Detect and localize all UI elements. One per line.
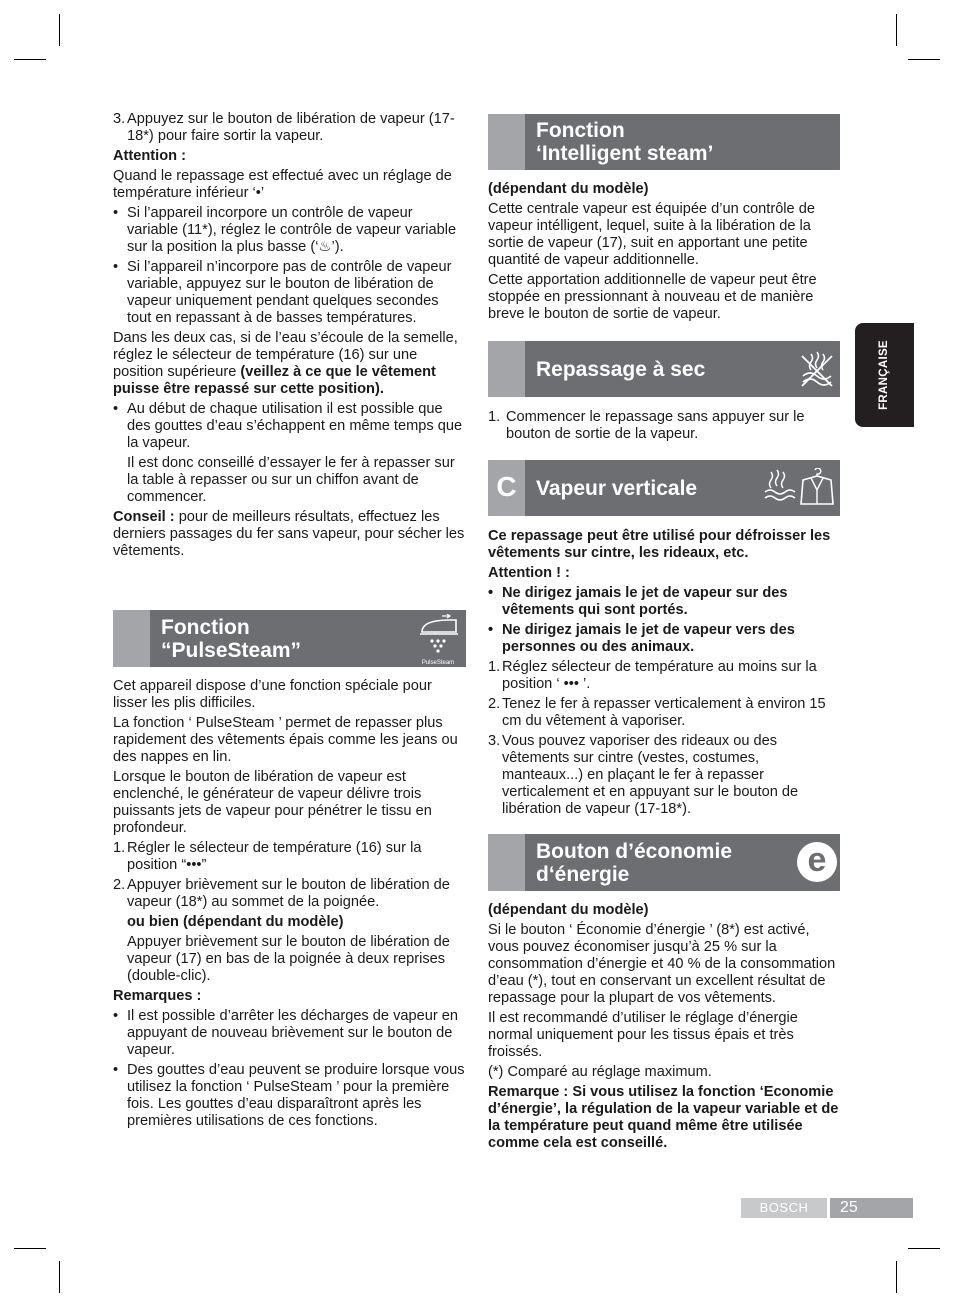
crop-mark (908, 1248, 940, 1249)
step-1: 1. Réglez sélecteur de température au moins sur la position ‘ ••• ’. (488, 659, 817, 692)
left-column-intro (113, 111, 466, 563)
step-1: 1. Commencer le repassage sans appuyer sur le bouton de sortie de la vapeur. (488, 409, 805, 442)
section-header-pulsesteam (113, 610, 466, 667)
bullet-item: • Des gouttes d’eau peuvent se produire lorsque vous utilisez la fonction ‘ PulseSteam ’ pour la première fois. Les gouttes d’eau disparaîtront après les premières utilisations de ces fonctions. (113, 1062, 465, 1129)
language-tab (855, 323, 914, 427)
crop-mark (908, 59, 940, 60)
section-header-intelligent-steam (488, 114, 840, 170)
footer-brand: BOSCH (741, 1198, 827, 1218)
pulsesteam-icon: PulseSteam (414, 614, 462, 664)
intelligent-steam-body: (dépendant du modèle) Cette centrale vapeur est équipée d’un contrôle de vapeur intélligent, lequel, suite à la libération de la sortie de vapeur (17), suit en apportant une petite quantité de vapeur additionnelle. Cette apportation additionnelle de vapeur peut être stoppée en pressionnant à nouveau et de manière breve le bouton de sortie de vapeur. (488, 181, 817, 322)
crop-mark (896, 1261, 897, 1293)
attention-label: Attention : (113, 148, 186, 164)
step-2: 2. Appuyer brièvement sur le bouton de libération de vapeur (18*) au sommet de la poignée. (113, 877, 450, 910)
crop-mark (14, 59, 46, 60)
bullet-item: • Il est possible d’arrêter les décharges de vapeur en appuyant de nouveau brièvement sur le bouton de vapeur. (113, 1008, 458, 1058)
crop-mark (896, 14, 897, 46)
bullet-item: • Au début de chaque utilisation il est possible que des gouttes d’eau s’échappent en même temps que la vapeur. (113, 401, 463, 451)
crop-mark (59, 1261, 60, 1293)
pulsesteam-body: Cet appareil dispose d’une fonction spéciale pour lisser les plis difficiles. La fonction ‘ PulseSteam ’ permet de repasser plus rapidement des vêtements épais comme les jeans ou des nappes en lin. Lorsque le bouton de libération de vapeur est enclenché, le générateur de vapeur délivre trois puissants jets de vapeur pour pénétrer le tissu en profondeur. 1. Régler le sélecteur de température (16) sur la position “•••” 2. Appuyer brièvement sur le bouton de libération de vapeur (18*) au sommet de la poignée. ou bien (dépendant du modèle) Appuyer brièvement sur le bouton de libération de vapeur (17) en bas de la poignée à deux reprises (double-clic). Remarques : • Il est possible d’arrêter les décharges de vapeur en appuyant de nouveau brièvement sur le bouton de vapeur. • Des gouttes d’eau peuvent se produire lorsque vous utilisez la fonction ‘ PulseSteam ’ pour la première fois. Les gouttes d’eau disparaîtront après les premières utilisations de ces fonctions. (113, 678, 465, 1129)
bullet-continuation: Il est donc conseillé d’essayer le fer à repasser sur la table à repasser ou sur un chiffon avant de commencer. (127, 455, 455, 505)
vertical-steam-garment-icon (763, 468, 835, 513)
attention-text: Quand le repassage est effectué avec un réglage de température inférieur ‘•’ (113, 168, 452, 201)
section-title: Bouton d’économie d‘énergie (536, 840, 732, 886)
bullet-item: • Si l’appareil n’incorpore pas de contrôle de vapeur variable, appuyez sur le bouton de libération de vapeur uniquement pendant quelques secondes tout en repassant à de basses températures. (113, 259, 452, 326)
crop-mark (59, 14, 60, 46)
step-2: 2. Tenez le fer à repasser verticalement à environ 15 cm du vêtement à vaporiser. (488, 696, 826, 729)
section-title: Repassage à sec (536, 358, 706, 381)
energy-saving-icon: e (797, 842, 837, 882)
repassage-sec-body (488, 409, 840, 446)
language-tab-label: FRANÇAISE (878, 340, 890, 410)
header-stripe (488, 114, 525, 170)
economie-energie-body: (dépendant du modèle) Si le bouton ‘ Économie d’énergie ’ (8*) est activé, vous pouvez économiser jusqu’à 25 % sur la consommation d’énergie et 40 % de la consommation d’eau (*), tout en conservant un excellent résultat de repassage pour la plupart de vos vêtements. Il est recommandé d’utiliser le réglage d’énergie normal uniquement pour les tissus épais et très froissés. (*) Comparé au réglage maximum. Remarque : Si vous utilisez la fonction ‘Economie d’énergie’, la régulation de la vapeur variable et de la température peut quand même être utilisée comme cela est conseillé. (488, 902, 839, 1151)
header-stripe (488, 341, 525, 397)
section-header-economie-energie (488, 834, 840, 891)
header-stripe (113, 610, 150, 667)
paragraph-dans: Dans les deux cas, si de l’eau s’écoule de la semelle, réglez le sélecteur de température (16) sur une position supérieure (veillez à ce que le vêtement puisse être repassé sur cette position). (113, 330, 458, 397)
bullet-item: • Ne dirigez jamais le jet de vapeur sur des vêtements qui sont portés. (488, 585, 788, 618)
header-stripe (488, 834, 525, 891)
step-1: 1. Régler le sélecteur de température (16) sur la position “•••” (113, 840, 422, 873)
conseil-paragraph: Conseil : pour de meilleurs résultats, effectuez les derniers passages du fer sans vapeur, pour sécher les vêtements. (113, 509, 465, 559)
header-stripe: C (488, 460, 525, 516)
section-title: Fonction ‘Intelligent steam’ (536, 119, 714, 165)
step-3: 3. Vous pouvez vaporiser des rideaux ou des vêtements sur cintre (vestes, costumes, manteaux...) en plaçant le fer à repasser verticalement et en appuyant sur le bouton de libération de vapeur (17-18*). (488, 733, 799, 817)
section-title: Fonction “PulseSteam” (161, 616, 302, 662)
crop-mark (14, 1248, 46, 1249)
page-number: 25 (830, 1198, 913, 1218)
section-header-repassage-sec (488, 341, 840, 397)
no-steam-icon (800, 350, 834, 393)
step-3: 3. Appuyez sur le bouton de libération de vapeur (17-18*) pour faire sortir la vapeur. (113, 111, 455, 144)
bullet-item: • Si l’appareil incorpore un contrôle de vapeur variable (11*), réglez le contrôle de vapeur variable sur la position la plus basse (‘♨’). (113, 205, 457, 255)
section-header-vapeur-verticale (488, 460, 840, 516)
section-title: Vapeur verticale (536, 477, 698, 500)
bullet-item: • Ne dirigez jamais le jet de vapeur vers des personnes ou des animaux. (488, 622, 795, 655)
vapeur-verticale-body: Ce repassage peut être utilisé pour défroisser les vêtements sur cintre, les rideaux, etc. Attention ! : • Ne dirigez jamais le jet de vapeur sur des vêtements qui sont portés. • Ne dirigez jamais le jet de vapeur vers des personnes ou des animaux. 1. Réglez sélecteur de température au moins sur la position ‘ ••• ’. 2. Tenez le fer à repasser verticalement à environ 15 cm du vêtement à vaporiser. 3. Vous pouvez vaporiser des rideaux ou des vêtements sur cintre (vestes, costumes, manteaux...) en plaçant le fer à repasser verticalement et en appuyant sur le bouton de libération de vapeur (17-18*). (488, 528, 840, 821)
